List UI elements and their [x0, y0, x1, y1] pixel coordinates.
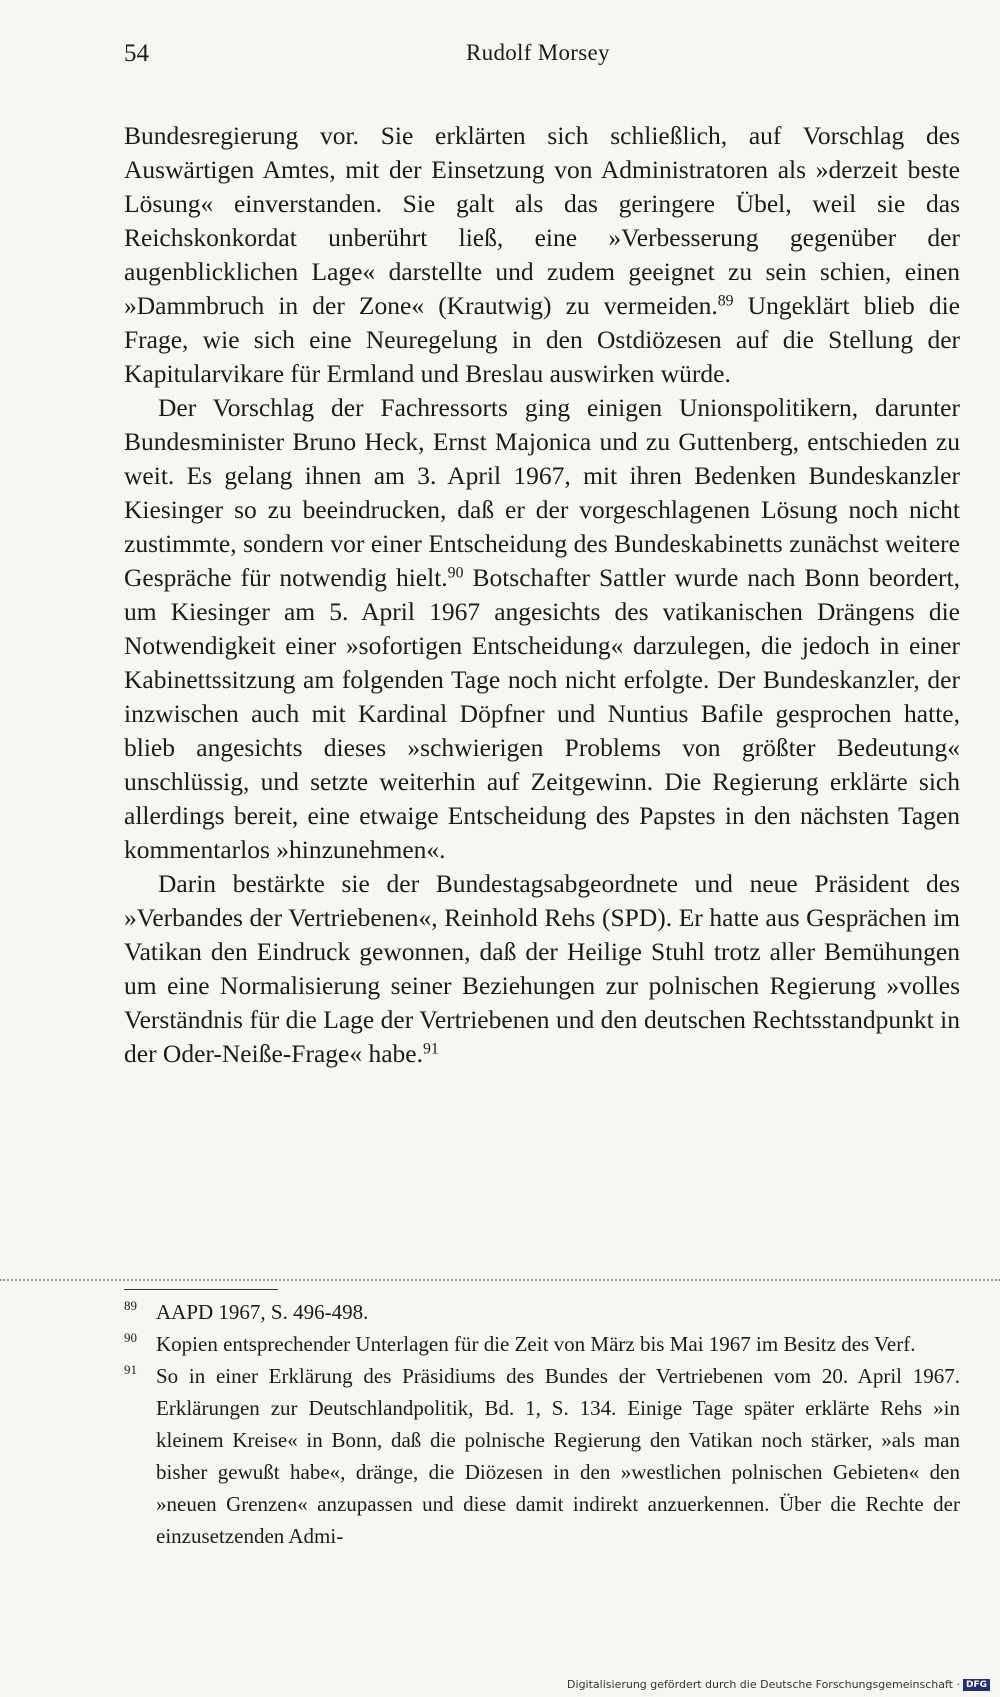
footnote-text: So in einer Erklärung des Präsidiums des Bundes der Vertriebenen vom 20. April 1967. Erklärungen zur Deutschlandpolitik, Bd. 1, S. 134. Einige Tage später erklärte Rehs »in kleinem Kreise« in Bonn, daß die polnische Regierung den Vatikan noch stärker, »als man bisher gewußt habe«, dränge, die Diözesen in den »westlichen polnischen Gebieten« den »neuen Grenzen« anzupassen und diese damit indirekt anzuerkennen. Über die Rechte der einzusetzenden Admi- — [156, 1364, 960, 1548]
footnotes — [124, 1296, 960, 1552]
footnote-number: 90 — [124, 1330, 137, 1345]
running-head: Rudolf Morsey — [466, 40, 610, 65]
paragraph-2-text-a: Der Vorschlag der Fachressorts ging einigen Unionspolitikern, darunter Bundesminister Bruno Heck, Ernst Majonica und zu Guttenberg, entschieden zu weit. Es gelang ihnen am 3. April 1967, mit ihren Bedenken Bundeskanzler Kiesinger so zu beeindrucken, daß er der vorgeschlagenen Lösung noch nicht zustimmte, sondern vor einer Entscheidung des Bundeskabinetts zunächst weitere Gespräche für notwendig hielt. — [124, 393, 960, 592]
footnote-text: AAPD 1967, S. 496-498. — [156, 1300, 369, 1324]
footnote-ref-90: 90 — [447, 564, 464, 582]
footnote-ref-91: 91 — [422, 1040, 439, 1058]
footnote-91 — [124, 1360, 960, 1552]
dfg-logo: DFG — [963, 1679, 990, 1691]
scan-dotted-line — [0, 1279, 1000, 1281]
credit-text: Digitalisierung gefördert durch die Deutsche Forschungsgemeinschaft — [567, 1678, 953, 1691]
paragraph-3-text-a: Darin bestärkte sie der Bundestagsabgeordnete und neue Präsident des »Verbandes der Vertriebenen«, Reinhold Rehs (SPD). Er hatte aus Gesprächen im Vatikan den Eindruck gewonnen, daß der Heilige Stuhl trotz aller Bemühungen um eine Normalisierung seiner Beziehungen zur polnischen Regierung »volles Verständnis für die Lage der Vertriebenen und den deutschen Rechtsstandpunkt in der Oder-Neiße-Frage« habe. — [124, 869, 960, 1068]
paragraph-1 — [124, 119, 960, 391]
footnote-number: 89 — [124, 1298, 137, 1313]
paragraph-1-text-a: Bundesregierung vor. Sie erklärten sich schließlich, auf Vorschlag des Auswärtigen Amtes, mit der Einsetzung von Administratoren als »derzeit beste Lösung« einverstanden. Sie galt als das geringere Übel, weil sie das Reichskonkordat unberührt ließ, eine »Verbesserung gegenüber der augenblicklichen Lage« darstellte und zudem geeignet zu sein schien, einen »Dammbruch in der Zone« (Krautwig) zu vermeiden. — [124, 121, 960, 320]
footnote-ref-89: 89 — [717, 292, 734, 310]
footnote-number: 91 — [124, 1362, 137, 1377]
paragraph-2 — [124, 391, 960, 867]
body-text — [124, 119, 960, 1071]
page-header — [124, 40, 960, 80]
footnote-89 — [124, 1296, 960, 1328]
paragraph-3 — [124, 867, 960, 1071]
footnote-separator — [124, 1289, 278, 1290]
paragraph-2-text-b: Botschafter Sattler wurde nach Bonn beordert, um Kiesinger am 5. April 1967 angesichts des vatikanischen Drängens die Notwendigkeit einer »sofortigen Entscheidung« darzulegen, die jedoch in einer Kabinettssitzung am folgenden Tage noch nicht erfolgte. Der Bundeskanzler, der inzwischen auch mit Kardinal Döpfner und Nuntius Bafile gesprochen hatte, blieb angesichts dieses »schwierigen Problems von größter Bedeutung« unschlüssig, und setzte weiterhin auf Zeitgewinn. Die Regierung erklärte sich allerdings bereit, eine etwaige Entscheidung des Papstes in den nächsten Tagen kommentarlos »hinzunehmen«. — [124, 563, 960, 864]
page-number: 54 — [124, 40, 149, 67]
digitization-credit: Digitalisierung gefördert durch die Deutsche Forschungsgemeinschaft · DFG — [567, 1678, 990, 1691]
footnote-text: Kopien entsprechender Unterlagen für die Zeit von März bis Mai 1967 im Besitz des Verf. — [156, 1332, 916, 1356]
footnote-90 — [124, 1328, 960, 1360]
paragraph-1-text-b: Ungeklärt blieb die Frage, wie sich eine Neuregelung in den Ostdiözesen auf die Stellung der Kapitularvikare für Ermland und Breslau auswirken würde. — [124, 291, 960, 388]
